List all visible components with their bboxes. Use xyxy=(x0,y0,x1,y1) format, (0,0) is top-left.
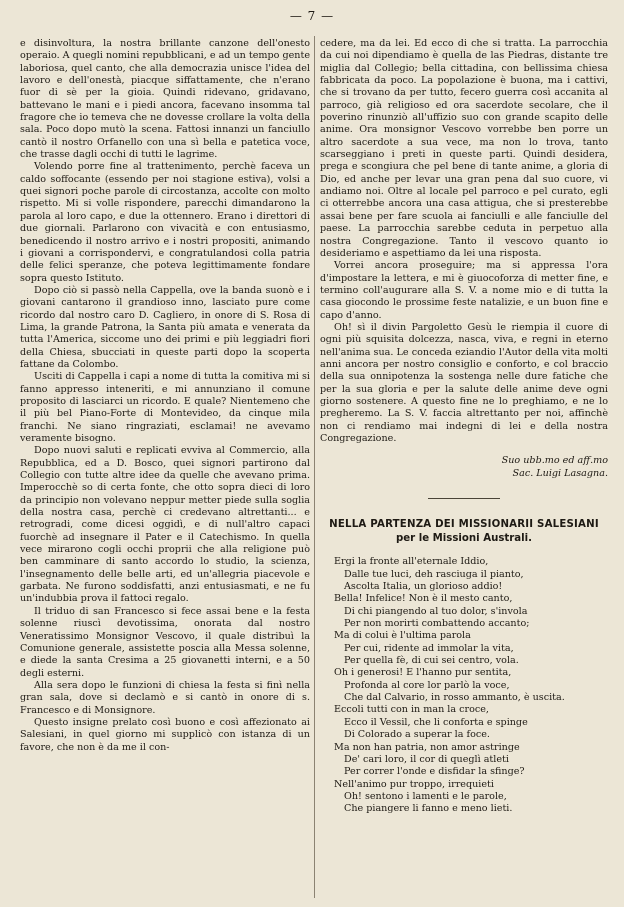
paragraph: e disinvoltura, la nostra brillante canzone dell'onesto operaio. A quegli nomini repubblicani, e ad un tempo gente laboriosa, quel canto, che alla democrazia unisce l'idea del lavoro e dell'onestà, piacque siffattamente, che n'erano fuor di sè per la gioia. Quindi ridevano, gridavano, battevano le mani e i piedi ancora, facevano insomma tal fragore che io temeva che ne dovesse crollare la volta della sala. Poco dopo mutò la scena. Fattosi innanzi un fanciullo cantò il nostro Orfanello con una sì bella e patetica voce, che trasse dagli occhi di tutti le lagrime. xyxy=(20,38,311,161)
section-divider xyxy=(428,498,500,499)
signature-name: Sac. Luigi Lasagna. xyxy=(512,468,608,480)
poem-line: Per quella fè, di cui sei centro, vola. xyxy=(344,655,519,667)
paragraph: Questo insigne prelato così buono e così affezionato ai Salesiani, in quel giorno mi supplicò con istanza di un favore, che non è da me il con- xyxy=(20,716,310,753)
poem-line: Ascolta Italia, un glorioso addio! xyxy=(344,581,503,593)
paragraph: Il triduo di san Francesco si fece assai bene e la festa solenne riuscì devotissima, onorata dal nostro Veneratissimo Monsignor Vescovo, il quale distribuì la Comunione generale, assistette poscia alla Messa solenne, e diede la santa Cresima a 25 giovanetti interni, e a 50 degli esterni. xyxy=(20,605,310,679)
column-divider xyxy=(314,36,315,898)
poem-line: Oh i generosi! E l'hanno pur sentita, xyxy=(334,667,512,679)
paragraph: Dopo nuovi saluti e replicati evviva al Commercio, alla Repubblica, ed a D. Bosco, quei signori partirono dal Collegio con tutte altre idee da quelle che avevano prima. Imperocchè so di certa fonte, che otto sopra dieci di loro da principio non volevano neppur metter piede sulla soglia della nostra casa, perchè ci credevano altrettanti... e retrogradi, come dicesi oggidì, e di null'altro capaci fuorchè ad insegnare il Pater e il Catechismo. In quella vece mirarono cogli occhi proprii che alla religione può ben camminare di santo accordo lo studio, la scienza, l'insegnamento delle belle arti, ed un'allegria piacevole e garbata. Ne furono soddisfatti, anzi entusiasmati, e ne fu un'indubbia prova il fattoci regalo. xyxy=(20,445,310,605)
poem-line: Per cui, ridente ad immolar la vita, xyxy=(344,642,514,654)
poem-line: Ma di colui è l'ultima parola xyxy=(334,630,471,642)
poem-line: Dalle tue luci, deh rasciuga il pianto, xyxy=(344,568,524,580)
poem-line: Che piangere li fanno e meno lieti. xyxy=(344,803,513,815)
poem-subtitle: per le Missioni Australi. xyxy=(395,533,533,545)
right-column xyxy=(320,38,608,816)
paragraph: Dopo ciò si passò nella Cappella, ove la banda suonò e i giovani cantarono il grandioso inno, lasciato pure come ricordo dal nostro caro D. Cagliero, in onore di S. Rosa di Lima, la grande Patrona, la Santa più amata e venerata da tutta l'America, siccome uno dei primi e più leggiadri fiori della Chiesa, sbucciati in queste parti dopo la scoperta fattane da Colombo. xyxy=(20,284,310,370)
poem-line: Eccoli tutti con in man la croce, xyxy=(334,704,489,716)
poem-line: Ecco il Vessil, che li conforta e spinge xyxy=(344,716,528,728)
poem-line: Profonda al core lor parlò la voce, xyxy=(344,679,510,691)
poem-line: Per correr l'onde e disfidar la sfinge? xyxy=(344,766,525,778)
left-column xyxy=(20,38,310,754)
signature-closing: Suo ubb.mo ed aff.mo xyxy=(501,455,608,467)
page-number: — 7 — xyxy=(289,9,335,23)
poem-line: De' cari loro, il cor di queglì atleti xyxy=(344,753,509,765)
poem-line: Ma non han patria, non amor astringe xyxy=(334,741,520,753)
paragraph: cedere, ma da lei. Ed ecco di che si tratta. La parrocchia da cui noi dipendiamo è quella de las Piedras, distante tre miglia dal Collegio; bella cittadina, con bellissima chiesa fabbricata da poco. La popolazione è buona, ma i cattivi, che si trovano da per tutto, fecero guerra così accanita al parroco, già religioso ed ora sacerdote secolare, che il poverino rinunziò all'uffizio suo con grande scapito delle anime. Ora monsignor Vescovo vorrebbe ben porre un altro sacerdote a sua vece, ma non lo trova, tanto scarseggiano i preti in queste parti. Quindi desidera, prega e scongiura che pel bene di tante anime, a gloria di Dio, ed anche per levar una gran pena dal suo cuore, vi andiamo noi. Oltre al locale pel parroco e pel curato, egli ci otterrebbe ancora una casa attigua, che si presterebbe assai bene per fare scuola ai fanciulli e alle fanciulle del paese. La parrocchia sarebbe ceduta in perpetuo alla nostra Congregazione. Tanto il vescovo quanto io desideriamo e aspettiamo da lei una risposta. xyxy=(320,38,608,259)
paragraph: Usciti di Cappella i capi a nome di tutta la comitiva mi si fanno appresso inteneriti, e mi annunziano il comune proposito di lasciarci un ricordo. E quale? Nientemeno che il più bel Piano-Forte di Montevideo, da cinque mila franchi. Ne siano ringraziati, esclamai! ne avevamo veramente bisogno. xyxy=(20,371,310,444)
poem-title: NELLA PARTENZA DEI MISSIONARII SALESIANI xyxy=(329,519,599,531)
poem-line: Nell'animo pur troppo, irrequieti xyxy=(334,778,494,790)
poem-line: Bella! Infelice! Non è il mesto canto, xyxy=(334,593,513,605)
poem-line: Di Colorado a superar la foce. xyxy=(344,729,490,741)
paragraph: Volendo porre fine al trattenimento, perchè faceva un caldo soffocante (essendo per noi stagione estiva), volsi a quei signori poche parole di circostanza, accolte con molto rispetto. Mi si volle rispondere, parecchi dimandarono la parola al loro capo, e due la ottennero. Erano i direttori di due giornali. Parlarono con vivacità e con entusiasmo, benedicendo il nostro arrivo e i nostri propositi, animando i giovani a corrispondervi, e congratulandosi colla patria delle felici speranze, che poteva legittimamente fondare sopra questo Istituto. xyxy=(20,161,310,284)
poem-line: Ergi la fronte all'eternale Iddio, xyxy=(334,556,489,568)
poem-line: Che dal Calvario, in rosso ammanto, è uscita. xyxy=(344,692,565,704)
poem-line: Oh! sentono i lamenti e le parole, xyxy=(344,790,507,802)
poem-body xyxy=(320,556,608,815)
poem-line: Per non morirti combattendo accanto; xyxy=(344,618,530,630)
poem-line: Di chi piangendo al tuo dolor, s'invola xyxy=(344,605,528,617)
paragraph: Vorrei ancora proseguire; ma si appressa l'ora d'impostare la lettera, e mi è giuocoforza di metter fine, e termino coll'augurare alla S. V. a nome mio e di tutta la casa giocondo le prossime feste natalizie, e un buon fine e capo d'anno. xyxy=(320,260,608,321)
paragraph: Alla sera dopo le funzioni di chiesa la festa si finì nella gran sala, dove si declamò e si cantò in onore di s. Francesco e di Monsignore. xyxy=(20,679,310,716)
paragraph: Oh! sì il divin Pargoletto Gesù le riempia il cuore di ogni più squisita dolcezza, nasca, viva, e regni in eterno nell'anima sua. Le conceda eziandio l'Autor della vita molti anni ancora per nostro consiglio e conforto, e col braccio della sua onnipotenza la sostenga nelle dure fatiche che per la sua gloria e per la salute delle anime deve ogni giorno sostenere. A questo fine ne lo preghiamo, e ne lo pregheremo. La S. V. faccia altrettanto per noi, affinchè non ci rendiamo mai indegni di lei e della nostra Congregazione. xyxy=(320,321,608,444)
